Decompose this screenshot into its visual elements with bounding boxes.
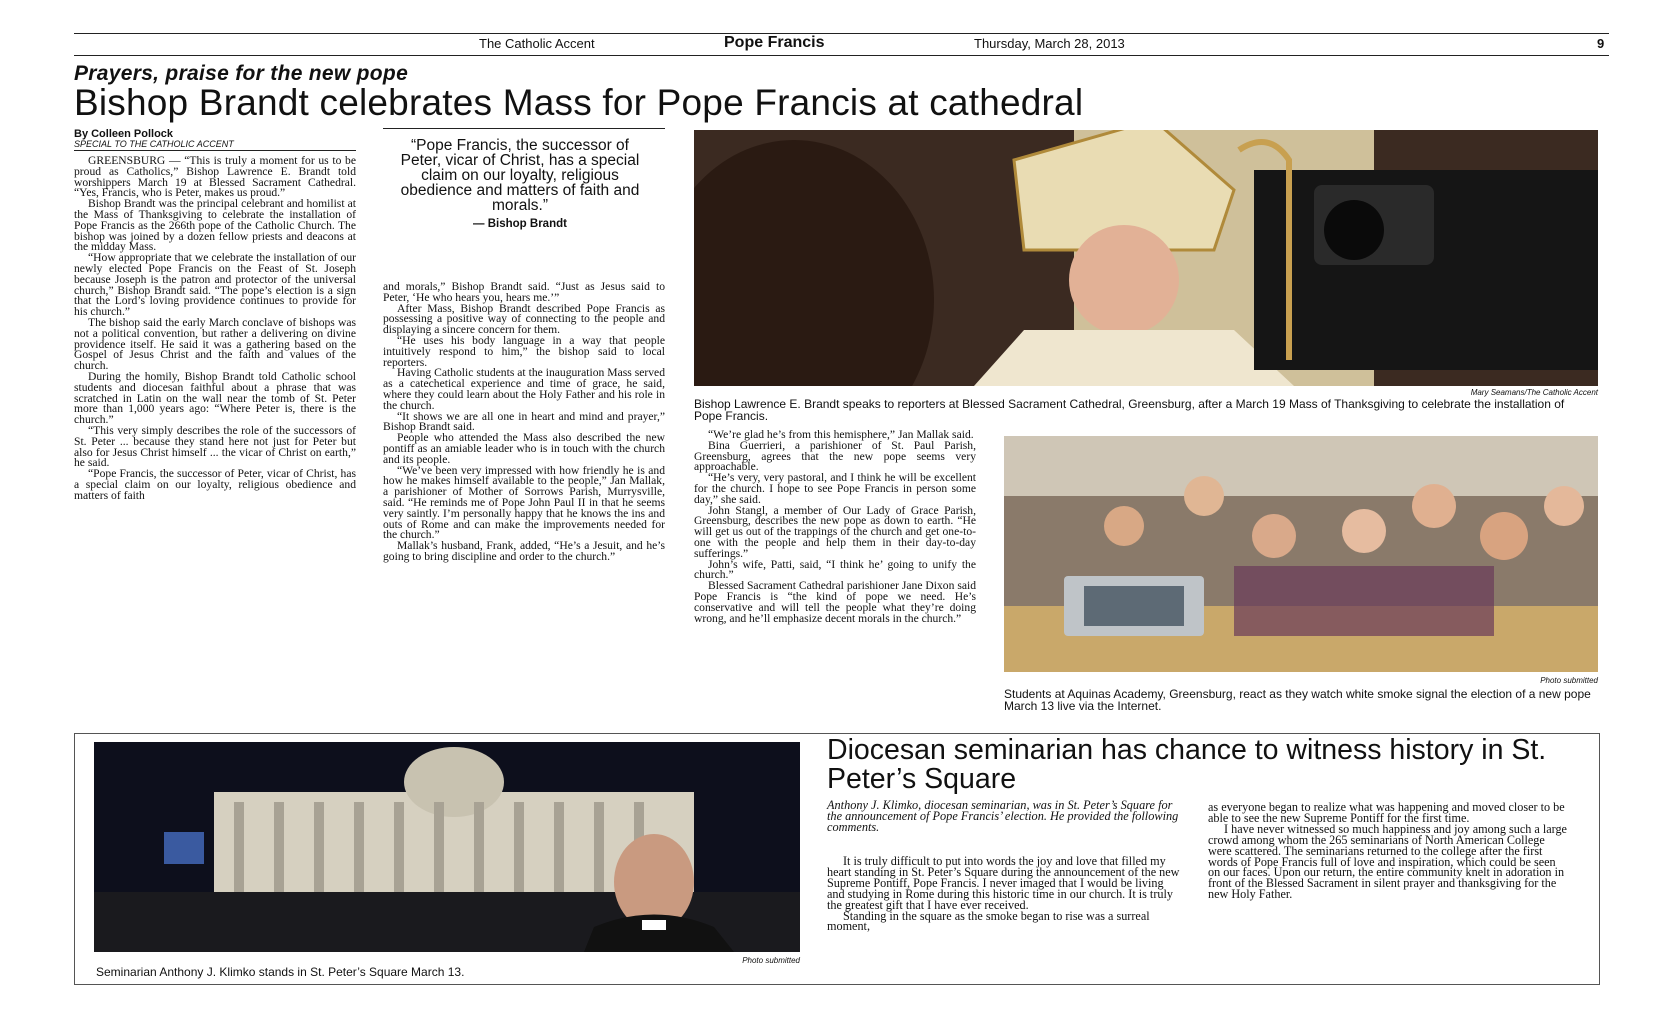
issue-date: Thursday, March 28, 2013 xyxy=(974,36,1125,51)
paragraph: The bishop said the early March conclave of bishops was not a political convention, but rather a delivering on divine providence itself. He said it was a gathering based on the Gospel of Jesus Christ and the faith and values of the church. xyxy=(74,315,356,373)
paragraph: John Stangl, a member of Our Lady of Grace Parish, Greensburg, describes the new pope as down to earth. “He will get us out of the trappings of the church and get one-to-one with the people and help them in their day-to-day sufferings.” xyxy=(694,503,976,560)
seminarian-column-1 xyxy=(827,856,1180,932)
photo1-credit: Mary Seamans/The Catholic Accent xyxy=(1470,388,1598,397)
section-name: Pope Francis xyxy=(724,34,825,51)
paragraph: “This very simply describes the role of the successors of St. Peter ... because they stand here not just for Peter but also for Jesus Christ himself ... the vicar of Christ on earth,” he said. xyxy=(74,423,356,470)
paragraph: “We’ve been very impressed with how friendly he is and how he makes himself available to the people,” Jan Mallak, a parishioner of Mother of Sorrows Parish, Murrysville, said. “He reminds me of Pope John Paul II in that he seems very saintly. I’m personally happy that he knows the ins and outs of Rome and can make the improvements needed for the church.” xyxy=(383,463,665,542)
photo1-caption: Bishop Lawrence E. Brandt speaks to reporters at Blessed Sacrament Cathedral, Greensburg, after a March 19 Mass of Thanksgiving to celebrate the installation of Pope Francis. xyxy=(694,397,1565,423)
publication-name: The Catholic Accent xyxy=(479,36,595,51)
story-column-1 xyxy=(74,156,356,502)
byline-credit: SPECIAL TO THE CATHOLIC ACCENT xyxy=(74,139,234,149)
paragraph: “He uses his body language in a way that people intuitively respond to him,” the bishop said to local reporters. xyxy=(383,333,665,369)
paragraph: I have never witnessed so much happiness and joy among such a large crowd among whom the 265 seminarians of North American College were scattered. The seminarians returned to the college after the first words of Pope Francis full of love and inspiration, which could be seen on our faces. Upon our return, the entire community knelt in adoration in front of the Blessed Sacrament in silent prayer and thanksgiving for the new Holy Father. xyxy=(1208,821,1567,902)
paragraph: “Pope Francis, the successor of Peter, vicar of Christ, has a special claim on our loyalty, religious obedience and matters of faith xyxy=(74,467,356,502)
paragraph: “We’re glad he’s from this hemisphere,” Jan Mallak said. xyxy=(708,428,974,441)
paragraph: Mallak’s husband, Frank, added, “He’s a Jesuit, and he’s going to bring discipline and order to the church.” xyxy=(383,539,665,563)
byline: By Colleen Pollock xyxy=(74,128,174,140)
paragraph: as everyone began to realize what was happening and moved closer to be able to see the new Supreme Pontiff for the first time. xyxy=(1208,800,1565,825)
story-column-3 xyxy=(694,430,976,624)
story-column-2 xyxy=(383,282,665,563)
bishop-photo-illustration xyxy=(694,130,1598,386)
pullquote-top-rule xyxy=(383,128,665,129)
photo2-credit: Photo submitted xyxy=(1540,676,1598,685)
story-kicker: Prayers, praise for the new pope xyxy=(74,62,409,85)
paragraph: During the homily, Bishop Brandt told Catholic school students and diocesan faithful about a phrase that was scratched in Latin on the wall near the tomb of St. Peter more than 1,000 years ago: “Where Peter is, there is the church.” xyxy=(74,369,356,427)
students-photo-illustration xyxy=(1004,436,1598,672)
paragraph: Having Catholic students at the inauguration Mass served as a catechetical experience and time of grace, he said, where they could learn about the Holy Father and his role in the church. xyxy=(383,366,665,412)
students-photo xyxy=(1004,436,1598,672)
page-number: 9 xyxy=(1597,36,1605,51)
paragraph: It is truly difficult to put into words the joy and love that filled my heart standing in St. Peter’s Square during the announcement of the new Supreme Pontiff, Pope Francis. I never imaged that I would be living and studying in Rome during this historic time in our church. It is truly the greatest gift that I have ever received. xyxy=(827,854,1180,912)
seminarian-headline: Diocesan seminarian has chance to witness history in St. Peter’s Square xyxy=(827,734,1547,795)
paragraph: and morals,” Bishop Brandt said. “Just as Jesus said to Peter, ‘He who hears you, hears me.’” xyxy=(383,280,665,304)
paragraph: “It shows we are all one in heart and mind and prayer,” Bishop Brandt said. xyxy=(383,409,665,434)
paragraph: Standing in the square as the smoke began to rise was a surreal moment, xyxy=(827,908,1150,934)
header-bottom-rule xyxy=(74,55,1609,56)
paragraph: After Mass, Bishop Brandt described Pope Francis as possessing a positive way of connecting to the people and displaying a sincere concern for them. xyxy=(383,301,665,337)
paragraph: Blessed Sacrament Cathedral parishioner Jane Dixon said Pope Francis is “the kind of pope we need. He’s conservative and will tell the people what they’re doing wrong, and he’ll emphasize decent morals in the church.” xyxy=(694,579,976,625)
byline-rule xyxy=(74,150,356,151)
paragraph: “He’s very, very pastoral, and I think he will be excellent for the church. I hope to see Pope Francis in person some day,” she said. xyxy=(694,471,976,506)
paragraph: GREENSBURG — “This is truly a moment for us to be proud as Catholics,” Bishop Lawrence E. Brandt told worshippers March 19 at Blessed Sacrament Cathedral. “Yes, Francis, who is Peter, makes us proud.” xyxy=(74,154,356,200)
story-headline: Bishop Brandt celebrates Mass for Pope Francis at cathedral xyxy=(74,82,1084,123)
seminarian-photo-credit: Photo submitted xyxy=(742,956,800,965)
paragraph: John’s wife, Patti, said, “I think he’ going to unify the church.” xyxy=(694,557,976,582)
pull-quote-text: “Pope Francis, the successor of Peter, vicar of Christ, has a special claim on our loyalty, religious obedience and matters of faith and morals.” xyxy=(400,137,640,214)
bishop-photo xyxy=(694,130,1598,386)
paragraph: People who attended the Mass also described the new pontiff as an amiable leader who is in touch with the church and its people. xyxy=(383,431,665,466)
paragraph: “How appropriate that we celebrate the installation of our newly elected Pope Francis on the Feast of St. Joseph because Joseph is the patron and protector of the universal church,” Bishop Brandt said. “The pope’s election is a sign that the Lord’s loving providence continues to provide for his church.” xyxy=(74,251,356,319)
pull-quote xyxy=(392,138,648,232)
seminarian-intro: Anthony J. Klimko, diocesan seminarian, was in St. Peter’s Square for the announcement of Pope Francis’ election. He provided the following comments. xyxy=(827,798,1179,835)
photo2-caption: Students at Aquinas Academy, Greensburg, react as they watch white smoke signal the election of a new pope March 13 live via the Internet. xyxy=(1004,687,1591,713)
paragraph: Bishop Brandt was the principal celebrant and homilist at the Mass of Thanksgiving to celebrate the installation of Pope Francis as the 266th pope of the Catholic Church. The bishop was joined by a dozen fellow priests and deacons at the midday Mass. xyxy=(74,197,356,254)
seminarian-photo xyxy=(94,742,800,952)
page-header xyxy=(74,34,1609,54)
paragraph: Bina Guerrieri, a parishioner of St. Paul Parish, Greensburg, agrees that the new pope seems very approachable. xyxy=(694,438,976,474)
seminarian-photo-caption: Seminarian Anthony J. Klimko stands in St. Peter’s Square March 13. xyxy=(96,965,465,979)
seminarian-photo-illustration xyxy=(94,742,800,952)
pull-quote-attribution: — Bishop Brandt xyxy=(473,218,567,230)
seminarian-column-2 xyxy=(1208,802,1568,900)
